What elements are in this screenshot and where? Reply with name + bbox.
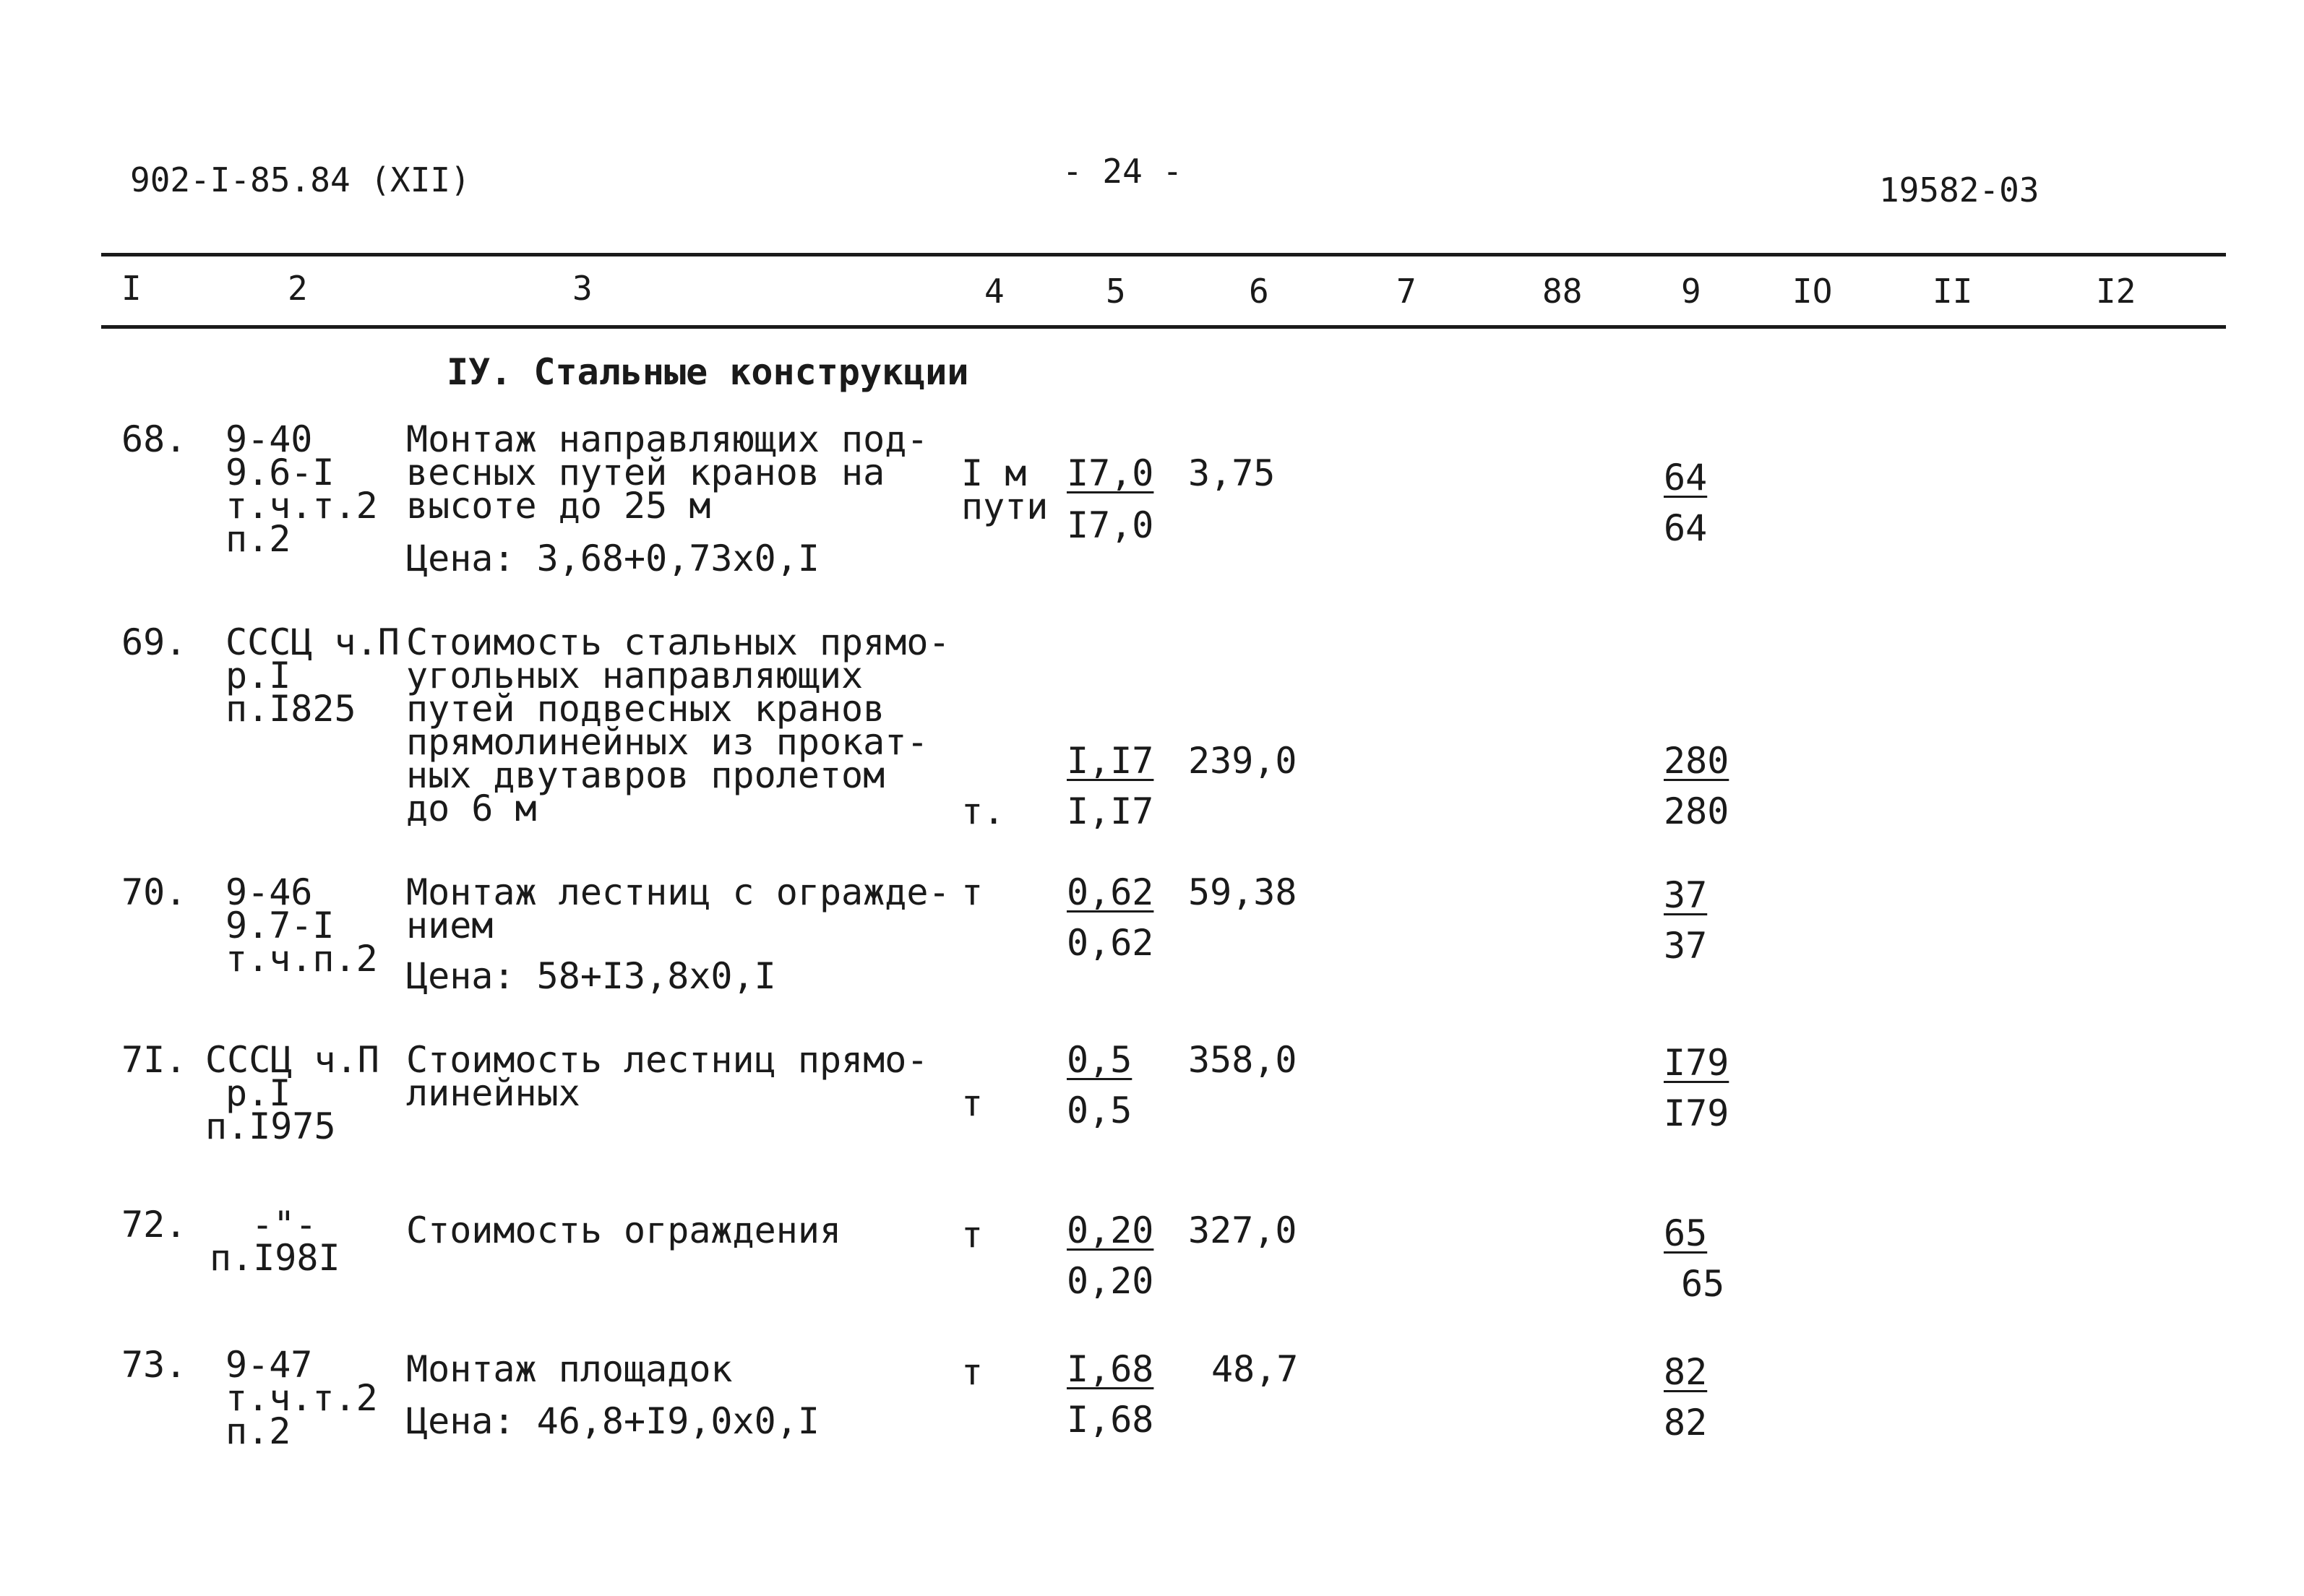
col-header-4: 4 xyxy=(984,272,1005,311)
total-bottom: 65 xyxy=(1681,1263,1725,1305)
row-price: Цена: 58+I3,8х0,I xyxy=(406,955,776,997)
desc-line: Стоимость ограждения xyxy=(406,1209,842,1251)
row-unit: т xyxy=(961,1082,984,1124)
row-price: Цена: 46,8+I9,0х0,I xyxy=(406,1400,820,1442)
col-header-8: 88 xyxy=(1542,272,1583,311)
qty-bottom: 0,5 xyxy=(1067,1090,1132,1131)
ref-line: 9-47 xyxy=(225,1344,313,1386)
total-bottom: 37 xyxy=(1664,925,1708,967)
row-description xyxy=(406,1348,733,1390)
total-top: 65 xyxy=(1664,1212,1708,1254)
desc-line: Монтаж лестниц с огражде- xyxy=(406,871,950,913)
ref-line: -"- xyxy=(252,1204,317,1246)
col-header-6: 6 xyxy=(1249,272,1269,311)
unit-cost: 3,75 xyxy=(1188,452,1276,494)
row-ref xyxy=(210,1204,340,1279)
unit-cost: 239,0 xyxy=(1188,740,1297,782)
row-number: 72. xyxy=(121,1204,187,1246)
unit-cost: 358,0 xyxy=(1188,1039,1297,1081)
desc-line: Стоимость стальных прямо- xyxy=(406,621,950,663)
total-bottom: 82 xyxy=(1664,1402,1708,1444)
total-top: 37 xyxy=(1664,874,1708,916)
desc-line: нием xyxy=(406,905,494,946)
desc-line: Стоимость лестниц прямо- xyxy=(406,1039,929,1081)
total-top: 82 xyxy=(1664,1351,1708,1393)
ref-line: 9.6-I xyxy=(225,452,335,493)
qty-top: 0,5 xyxy=(1067,1039,1132,1081)
row-unit: т xyxy=(961,1214,984,1256)
col-header-9: 9 xyxy=(1681,272,1701,311)
page-number: - 24 - xyxy=(1062,152,1183,191)
col-header-11: II xyxy=(1933,272,1973,311)
table-top-rule xyxy=(101,253,2226,256)
qty-top: I,68 xyxy=(1067,1348,1154,1390)
ref-line: СССЦ ч.П xyxy=(225,621,400,663)
unit-cost: 59,38 xyxy=(1188,871,1297,913)
ref-line: п.2 xyxy=(225,1410,291,1452)
ref-line: п.I825 xyxy=(225,688,356,730)
col-header-7: 7 xyxy=(1396,272,1417,311)
row-unit: т xyxy=(961,871,984,913)
col-header-12: I2 xyxy=(2096,272,2136,311)
unit-cost: 327,0 xyxy=(1188,1209,1297,1251)
qty-top: I,I7 xyxy=(1067,740,1154,782)
qty-top: 0,62 xyxy=(1067,871,1154,913)
unit-line: I м xyxy=(961,452,1027,494)
col-header-1: I xyxy=(121,269,142,308)
row-ref xyxy=(225,1344,378,1452)
total-top: I79 xyxy=(1664,1042,1729,1084)
unit-line: пути xyxy=(961,486,1049,527)
qty-top: 0,20 xyxy=(1067,1209,1154,1251)
row-number: 7I. xyxy=(121,1039,187,1081)
ref-line: р.I xyxy=(225,655,291,696)
row-description xyxy=(406,1039,929,1114)
desc-line: до 6 м xyxy=(406,788,537,829)
col-header-2: 2 xyxy=(288,269,308,308)
row-number: 69. xyxy=(121,621,187,663)
qty-top: I7,0 xyxy=(1067,452,1154,494)
row-unit: т. xyxy=(961,790,1005,832)
ref-line: 9-40 xyxy=(225,418,313,460)
ref-line: 9-46 xyxy=(225,871,313,913)
row-description xyxy=(406,871,950,946)
row-description xyxy=(406,621,950,829)
ref-line: т.ч.т.2 xyxy=(225,1377,378,1419)
table-header-rule xyxy=(101,325,2226,329)
row-number: 68. xyxy=(121,418,187,460)
col-header-5: 5 xyxy=(1106,272,1126,311)
ref-line: т.ч.п.2 xyxy=(225,938,378,980)
qty-bottom: 0,62 xyxy=(1067,922,1154,964)
row-ref xyxy=(225,621,400,730)
doc-number: 19582-03 xyxy=(1879,171,2039,210)
unit-cost: 48,7 xyxy=(1211,1348,1299,1390)
desc-line: Монтаж направляющих под- xyxy=(406,418,929,460)
col-header-10: IO xyxy=(1792,272,1833,311)
desc-line: высоте до 25 м xyxy=(406,485,711,527)
ref-line: р.I xyxy=(225,1072,291,1114)
section-title: IУ. Стальные конструкции xyxy=(447,351,969,393)
total-bottom: 280 xyxy=(1664,790,1729,832)
total-top: 64 xyxy=(1664,457,1708,499)
total-top: 280 xyxy=(1664,740,1729,782)
qty-bottom: 0,20 xyxy=(1067,1260,1154,1302)
row-unit: т xyxy=(961,1351,984,1393)
ref-line: п.2 xyxy=(225,518,291,560)
desc-line: угольных направляющих xyxy=(406,655,864,696)
total-bottom: 64 xyxy=(1664,507,1708,549)
desc-line: весных путей кранов на xyxy=(406,452,885,493)
ref-line: 9.7-I xyxy=(225,905,335,946)
ref-line: СССЦ ч.П xyxy=(205,1039,379,1081)
row-ref xyxy=(225,418,378,560)
doc-code: 902-I-85.84 (XII) xyxy=(130,160,470,199)
row-ref xyxy=(205,1039,379,1147)
ref-line: п.I975 xyxy=(205,1105,336,1147)
col-header-3: 3 xyxy=(572,269,593,308)
desc-line: Монтаж площадок xyxy=(406,1348,733,1390)
desc-line: линейных xyxy=(406,1072,580,1114)
qty-bottom: I,68 xyxy=(1067,1399,1154,1441)
qty-bottom: I7,0 xyxy=(1067,504,1154,546)
ref-line: т.ч.т.2 xyxy=(225,485,378,527)
row-number: 73. xyxy=(121,1344,187,1386)
desc-line: ных двутавров пролетом xyxy=(406,754,885,796)
row-ref xyxy=(225,871,378,980)
ref-line: п.I98I xyxy=(210,1237,340,1279)
row-unit xyxy=(961,452,1049,527)
total-bottom: I79 xyxy=(1664,1092,1729,1134)
row-description xyxy=(406,418,929,527)
row-number: 70. xyxy=(121,871,187,913)
row-price: Цена: 3,68+0,73х0,I xyxy=(406,538,820,579)
row-description xyxy=(406,1209,842,1251)
desc-line: прямолинейных из прокат- xyxy=(406,721,929,763)
desc-line: путей подвесных кранов xyxy=(406,688,885,730)
qty-bottom: I,I7 xyxy=(1067,790,1154,832)
